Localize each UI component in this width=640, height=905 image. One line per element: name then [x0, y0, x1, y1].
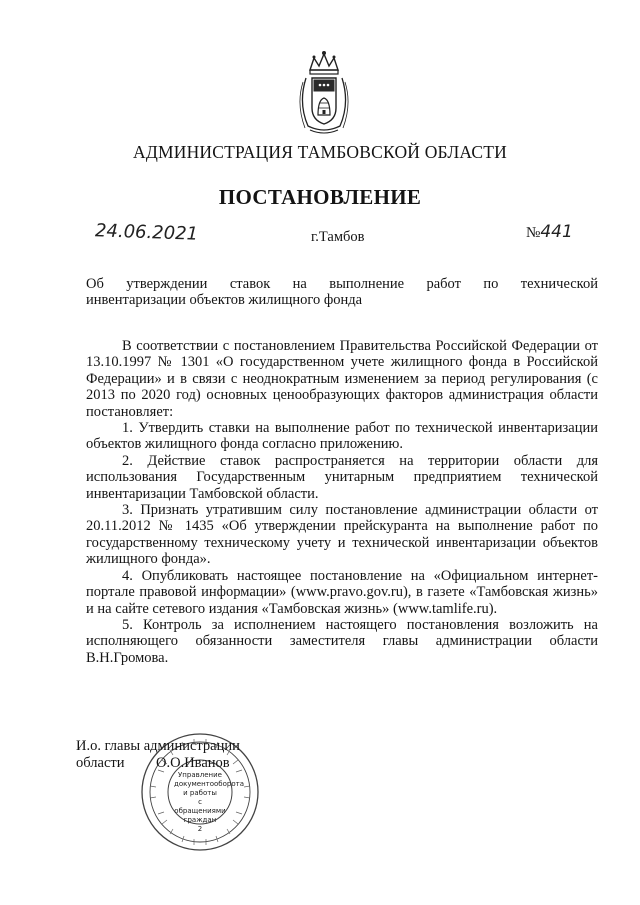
seal-line-2: документооборота: [174, 780, 244, 788]
document-subject: [86, 276, 598, 308]
seal-line-5: граждан: [183, 816, 217, 824]
seal-line-6: 2: [197, 825, 203, 833]
number-value: 441: [540, 222, 573, 242]
seal-line-3: и работы: [183, 789, 217, 797]
number-sign: №: [526, 225, 541, 241]
clause-3: 3. Признать утратившим силу постановление администрации области от 20.11.2012 № 1435 «Об утверждении прейскуранта на выполнение работ по государственному техническому учету и технической инвентаризации объектов жилищного фонда».: [86, 502, 598, 568]
organization-name: АДМИНИСТРАЦИЯ ТАМБОВСКОЙ ОБЛАСТИ: [133, 142, 507, 162]
seal-line-4: с обращениями: [174, 798, 226, 815]
document-body: [86, 338, 598, 666]
subject-line-1: Об утверждении ставок на выполнение работ по технической: [86, 276, 598, 292]
coat-of-arms-icon: [296, 48, 352, 136]
subject-line-2: инвентаризации объектов жилищного фонда: [86, 292, 363, 308]
document-date: 24.06.2021: [94, 220, 199, 245]
clause-4: 4. Опубликовать настоящее постановление на «Официальном интернет-портале правовой информации» (www.pravo.gov.ru), в газете «Тамбовская жизнь» и на сайте сетевого издания «Тамбовская жизнь» (www.tamlife.ru).: [86, 567, 598, 617]
document-city: г.Тамбов: [311, 229, 365, 245]
document-type-title: ПОСТАНОВЛЕНИЕ: [218, 185, 422, 209]
signature-position-line-2: области: [76, 755, 125, 771]
clause-2: 2. Действие ставок распространяется на территории области для использования Государственным унитарным предприятием технической инвентаризации Тамбовской области.: [86, 452, 598, 502]
signer-name: О.О.Иванов: [156, 755, 230, 771]
seal-line-1: Управление: [178, 771, 222, 779]
signature-position-line-1: И.о. главы администрации: [76, 738, 240, 754]
preamble-paragraph: В соответствии с постановлением Правительства Российской Федерации от 13.10.1997 № 1301 «О государственном учете жилищного фонда в Российской Федерации» и в связи с неоднократным изменением за период регулирования (с 2013 по 2020 год) основных ценообразующих факторов администрация области постановляет:: [86, 338, 598, 420]
clause-1: 1. Утвердить ставки на выполнение работ по технической инвентаризации объектов жилищного фонда согласно приложению.: [86, 420, 598, 453]
document-number: [526, 222, 573, 242]
clause-5: 5. Контроль за исполнением настоящего постановления возложить на исполняющего обязанности заместителя главы администрации области В.Н.Громова.: [86, 616, 598, 666]
seal-inner-text: [174, 771, 244, 834]
